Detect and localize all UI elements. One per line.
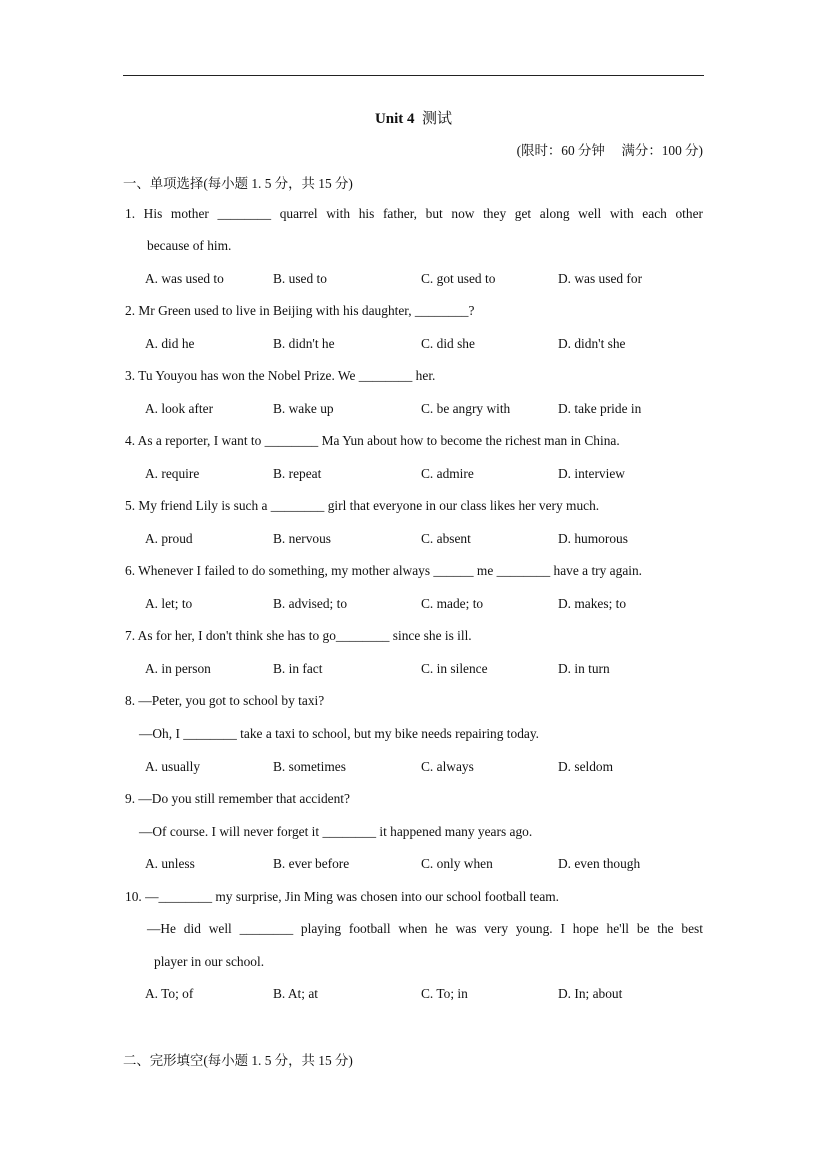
- question-2-option-b: B. didn't he: [273, 336, 335, 351]
- question-10-text: 10. —________ my surprise, Jin Ming was chosen into our school football team.: [125, 889, 560, 904]
- question-10-dialogue-cont: player in our school.: [154, 954, 265, 969]
- question-1-option-a: A. was used to: [145, 271, 224, 286]
- question-3-text: 3. Tu Youyou has won the Nobel Prize. We ________ her.: [125, 368, 436, 383]
- question-3-option-c: C. be angry with: [421, 401, 511, 416]
- question-6-option-c: C. made; to: [421, 596, 484, 611]
- question-9-option-b: B. ever before: [273, 856, 350, 871]
- question-4-option-c: C. admire: [421, 466, 474, 481]
- question-6-option-b: B. advised; to: [273, 596, 348, 611]
- question-1-option-c: C. got used to: [421, 271, 496, 286]
- question-2-text: 2. Mr Green used to live in Beijing with his daughter, ________?: [125, 303, 475, 318]
- question-3-option-b: B. wake up: [273, 401, 334, 416]
- question-1-option-d: D. was used for: [558, 271, 643, 286]
- question-10-option-a: A. To; of: [145, 986, 194, 1001]
- time-limit-info: (限时：60 分钟 满分：100 分): [516, 143, 703, 158]
- question-7-option-b: B. in fact: [273, 661, 323, 676]
- question-9-text: 9. —Do you still remember that accident?: [125, 791, 350, 806]
- question-4-text: 4. As a reporter, I want to ________ Ma Yun about how to become the richest man in China.: [125, 433, 620, 448]
- title-unit: Unit 4: [374, 111, 415, 127]
- question-3-option-a: A. look after: [145, 401, 214, 416]
- question-2-option-a: A. did he: [145, 336, 195, 351]
- page-title: [0, 107, 827, 128]
- question-4-option-d: D. interview: [558, 466, 625, 481]
- question-4-option-b: B. repeat: [273, 466, 322, 481]
- section-heading-single-choice: 一、单项选择(每小题 1. 5 分，共 15 分): [123, 176, 353, 191]
- question-8-text: 8. —Peter, you got to school by taxi?: [125, 693, 325, 708]
- question-6-option-a: A. let; to: [145, 596, 193, 611]
- question-7-text: 7. As for her, I don't think she has to go________ since she is ill.: [125, 628, 472, 643]
- question-7-option-d: D. in turn: [558, 661, 610, 676]
- question-10-dialogue: —He did well ________ playing football when he was very young. I hope he'll be the best: [147, 921, 703, 936]
- header-rule: [123, 75, 704, 76]
- question-5-option-b: B. nervous: [273, 531, 332, 546]
- question-5-option-d: D. humorous: [558, 531, 628, 546]
- question-9-option-a: A. unless: [145, 856, 195, 871]
- question-5-option-a: A. proud: [145, 531, 193, 546]
- question-8-option-b: B. sometimes: [273, 759, 346, 774]
- question-10-option-b: B. At; at: [273, 986, 319, 1001]
- question-2-option-c: C. did she: [421, 336, 475, 351]
- question-4-option-a: A. require: [145, 466, 200, 481]
- question-2-option-d: D. didn't she: [558, 336, 626, 351]
- question-7-option-c: C. in silence: [421, 661, 488, 676]
- question-8-option-a: A. usually: [145, 759, 201, 774]
- question-10-option-c: C. To; in: [421, 986, 468, 1001]
- question-3-option-d: D. take pride in: [558, 401, 642, 416]
- question-9-option-c: C. only when: [421, 856, 493, 871]
- section-heading-cloze: 二、完形填空(每小题 1. 5 分，共 15 分): [123, 1053, 353, 1068]
- question-7-option-a: A. in person: [145, 661, 211, 676]
- title-test: 测试: [422, 111, 453, 127]
- question-6-option-d: D. makes; to: [558, 596, 627, 611]
- question-10-option-d: D. In; about: [558, 986, 623, 1001]
- question-9-dialogue: —Of course. I will never forget it ________ it happened many years ago.: [139, 824, 533, 839]
- question-5-text: 5. My friend Lily is such a ________ girl that everyone in our class likes her very much.: [125, 498, 600, 513]
- question-1-text: 1. His mother ________ quarrel with his father, but now they get along well with each other: [125, 206, 703, 221]
- question-1-option-b: B. used to: [273, 271, 327, 286]
- question-5-option-c: C. absent: [421, 531, 471, 546]
- question-1-text-cont: because of him.: [147, 238, 232, 253]
- question-9-option-d: D. even though: [558, 856, 641, 871]
- question-8-dialogue: —Oh, I ________ take a taxi to school, but my bike needs repairing today.: [139, 726, 540, 741]
- question-8-option-d: D. seldom: [558, 759, 614, 774]
- question-8-option-c: C. always: [421, 759, 474, 774]
- question-6-text: 6. Whenever I failed to do something, my mother always ______ me ________ have a try again.: [125, 563, 643, 578]
